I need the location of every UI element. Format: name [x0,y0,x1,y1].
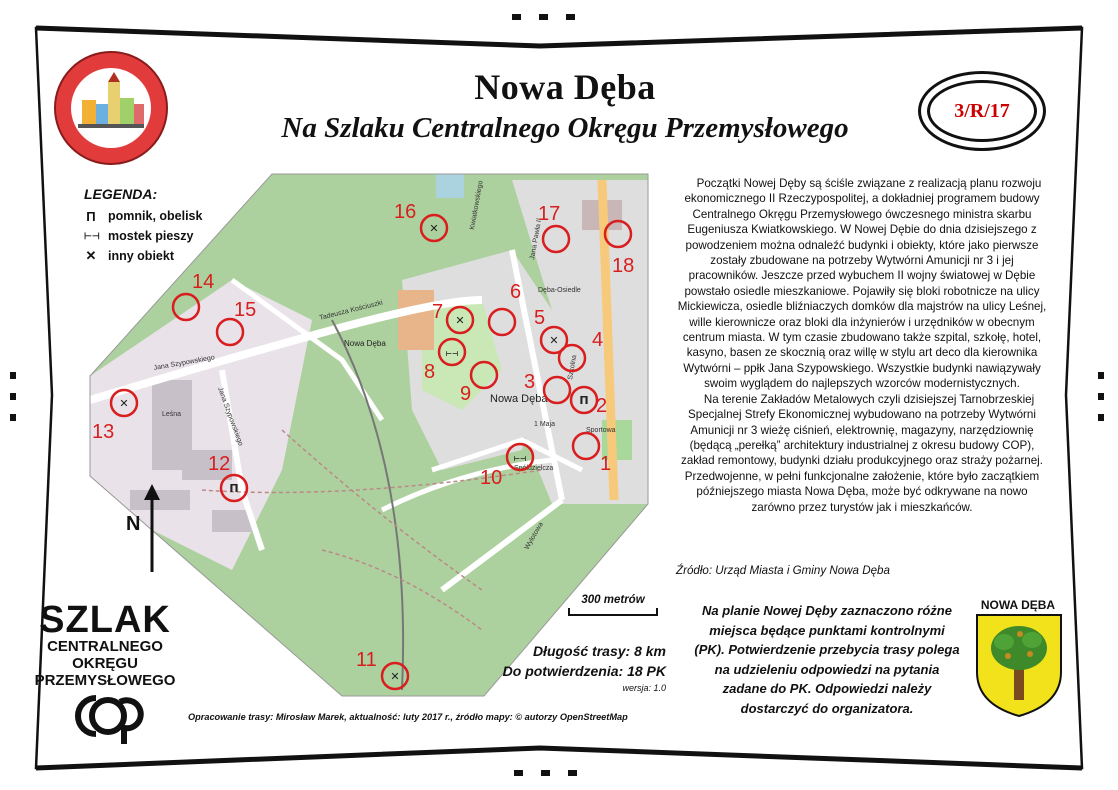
checkpoint-number: 17 [538,203,561,225]
checkpoint-symbol-icon: ⊢⊣ [513,455,527,463]
frame-dots-right [1098,372,1104,421]
street-label: Spółdzielcza [514,465,554,472]
checkpoint-number: 4 [592,329,604,351]
checkpoint-symbol-icon: ⊢⊣ [445,350,459,358]
szlak-word: SZLAK [39,599,171,641]
source-note: Źródło: Urząd Miasta i Gminy Nowa Dęba [676,564,890,577]
notice: Na planie Nowej Dęby zaznaczono różne miejsca będące punktami kontrolnymi (PK). Potwierdzenie przebycia trasy polega na udzieleniu odpowiedzi na pytania zadane do PK. Odpowiedzi należy dostarczyć do organizatora. [694,603,960,716]
svg-text:N: N [126,513,141,535]
checkpoint-symbol-icon: ✕ [119,397,129,410]
checkpoint-number: 5 [534,307,546,329]
checkpoint-symbol-icon: ✕ [455,314,465,327]
checkpoint-symbol-icon: ✕ [549,334,559,347]
street-label: Tadeusza Kościuszki [318,299,384,322]
monument-icon: Π [86,208,96,224]
checkpoint-symbol-icon: ✕ [390,670,400,683]
street-label: Jana Szypowskiego [216,386,244,447]
checkpoint-number: 8 [424,361,436,383]
street-label: Jana Pawła II [529,217,544,261]
checkpoint-symbol-icon: Π [229,482,239,495]
nowa-deba-crest-icon [974,612,1064,718]
street-label: Wylotowa [523,521,545,551]
description-paragraph: Początki Nowej Dęby są ściśle związane z realizacją planu rozwoju ekonomicznego II Rzeczypospolitej, a dokładniej programem budowy Centralnego Okręgu Przemysłowego ówczesnego ministra skarbu Eugeniusza Kwiatkowskiego. W Nowej Dębie do dnia dzisiejszego z powodzeniem można odnaleźć budynki i obiekty, które jako pierwsze zostały zbudowane na potrzeby Wytwórni Amunicji nr 3 i jej pracowników. Jeszcze przed wybuchem II wojny światowej w Dębie powstało osiedle mieszkaniowe. Pojawiły się bloki robotnicze na ulicy Mickiewicza, osiedle bliźniaczych domków dla majstrów na ulicy Leśnej, wille kierownicze oraz bloki dla inżynierów i urzędników w obecnym centrum miasta. W tym czasie zbudowano także szpital, szkołę, hotel, kasyno, basen ze skocznią oraz willę w stylu art deco dla kierownika Wytwórni – ppłk Jana Szypowskiego. Wszystkie budynki nawiązywały swoim wyglądem do najlepszych wzorców modernistycznych. [677,177,1047,391]
trail-length: Długość trasy: 8 km [532,643,666,659]
frame-dots-left [10,372,16,421]
street-label: Jana Szypowskiego [153,354,216,372]
checkpoint-number: 10 [480,467,503,489]
checkpoint-symbol-icon: ✕ [429,222,439,235]
page-title: Nowa Dęba [474,67,656,107]
checkpoint-number: 2 [596,395,608,417]
checkpoint-number: 12 [208,453,231,475]
street-label: Kwiatkowskiego [469,180,485,231]
street-label: Nowa Dęba [490,393,548,405]
legend-label: mostek pieszy [108,229,194,243]
checkpoint-number: 9 [460,383,472,405]
scale-label: 300 metrów [581,594,645,606]
street-label: 1 Maja [534,421,556,428]
page-subtitle: Na Szlaku Centralnego Okręgu Przemysłowego [281,112,849,144]
checkpoint-number: 16 [394,201,417,223]
checkpoint-number: 11 [356,649,377,671]
cross-icon: ✕ [85,248,97,263]
frame-dots-top [512,14,575,20]
description [676,176,1048,515]
trail-required: Do potwierdzenia: 18 PK [502,663,666,679]
street-label: Szkolna [567,354,579,381]
route-code-badge [918,71,1046,151]
checkpoint-number: 6 [510,281,522,303]
street-label: Leśna [162,411,182,418]
legend-label: pomnik, obelisk [108,209,203,223]
trail-info [488,641,666,681]
frame-dots-bottom [514,770,577,776]
legend-label: inny obiekt [108,249,174,263]
checkpoint-number: 1 [600,453,612,475]
cop-logo-icon [62,688,154,744]
route-code: 3/R/17 [954,99,1010,122]
checkpoint-number: 15 [234,299,257,321]
checkpoint-number: 3 [524,371,536,393]
checkpoint-number: 14 [192,271,215,293]
legend-title: LEGENDA: [84,186,158,202]
version: wersja: 1.0 [622,683,666,693]
trino-logo [52,44,170,174]
north-arrow [124,484,164,576]
checkpoint-number: 7 [432,301,444,323]
credits: Opracowanie trasy: Mirosław Marek, aktualność: luty 2017 r., źródło mapy: © autorzy OpenStreetMap [188,712,628,722]
street-label: Sportowa [586,427,616,434]
footbridge-icon: ⊢⊣ [84,230,100,241]
szlak-cop-logo: SZLAK CENTRALNEGO OKRĘGU PRZEMYSŁOWEGO [30,602,180,689]
title-block [230,66,900,145]
crest-title: NOWA DĘBA [980,598,1056,612]
scale-bar [568,594,658,616]
street-label: Nowa Dęba [344,339,386,348]
checkpoint-number: 13 [92,421,115,443]
checkpoint-number: 18 [612,255,635,277]
description-paragraph: Na terenie Zakładów Metalowych czyli dzisiejszej Tarnobrzeskiej Specjalnej Strefy Ekonomicznej wybudowano na potrzeby Wytwórni Amunicji nr 3 wieżę ciśnień, elektrownię, magazyny, narzędziownię (będącą „perełką” architektury industrialnej z okresu budowy COP), zakład remontowy, budynki działu produkcyjnego oraz straży pożarnej. Przedwojenne, w pełni funkcjonalne założenie, które było zaczątkiem późniejszego miasta Nowa Dęba, może być odkrywane na nowo zarówno przez turystów jak i mieszkańców. [681,392,1043,514]
checkpoint-symbol-icon: Π [579,394,589,407]
street-label: Dęba-Osiedle [538,287,581,294]
